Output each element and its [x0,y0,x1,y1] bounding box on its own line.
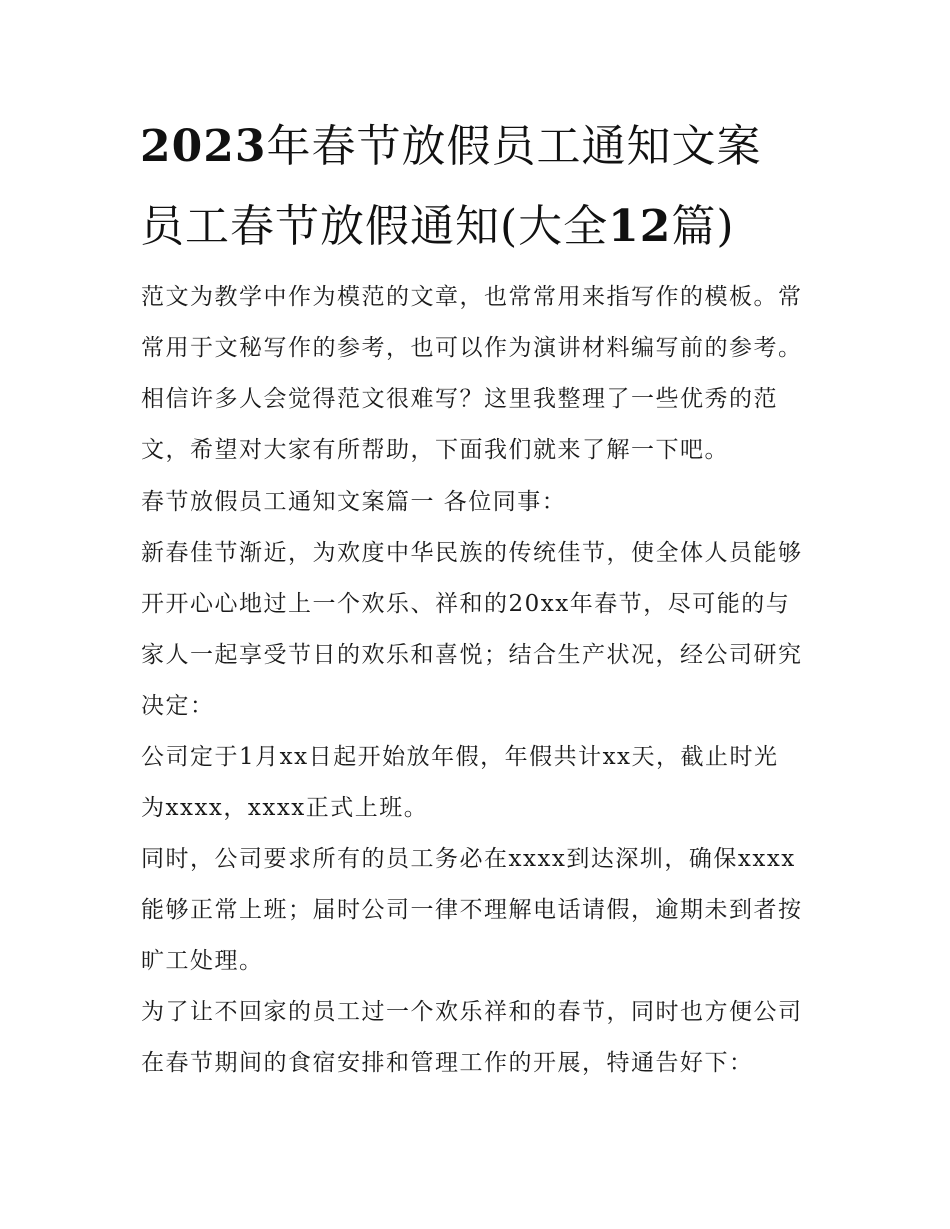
paragraph-line: 同时，公司要求所有的员工务必在xxxx到达深圳，确保xxxx [141,846,796,872]
paragraph-return-requirement [141,834,821,987]
paragraph-line: 新春佳节渐近，为欢度中华民族的传统佳节，使全体人员能够 [141,540,803,566]
paragraph-line: 在春节期间的食宿安排和管理工作的开展，特通告好下： [141,1050,754,1076]
document-title-line-2 [140,199,820,255]
paragraph-holiday-dates [141,732,821,834]
paragraph-line: 范文为教学中作为模范的文章，也常常用来指写作的模板。常 [141,284,803,310]
paragraph-line: 能够正常上班；届时公司一律不理解电话请假，逾期未到者按 [141,897,803,923]
paragraph-section-heading [141,477,821,528]
title-year: 2023 [140,121,267,172]
paragraph-line: 开开心心地过上一个欢乐、祥和的20xx年春节，尽可能的与 [141,591,791,617]
paragraph-line: 旷工处理。 [141,948,264,974]
title-text-2b: 篇) [671,201,735,252]
paragraph-line: 决定： [141,693,215,719]
paragraph-line: 文，希望对大家有所帮助，下面我们就来了解一下吧。 [141,437,729,463]
title-text-2a: 员工春节放假通知(大全 [140,201,609,252]
paragraph-line: 为了让不回家的员工过一个欢乐祥和的春节，同时也方便公司 [141,999,803,1025]
paragraph-line: 常用于文秘写作的参考，也可以作为演讲材料编写前的参考。 [141,335,803,361]
paragraph-intro [141,272,821,476]
paragraph-line: 公司定于1月xx日起开始放年假，年假共计xx天，截止时光 [141,744,779,770]
paragraph-holiday-intro [141,528,821,732]
title-text-1: 年春节放假员工通知文案 [266,121,762,172]
paragraph-line: 相信许多人会觉得范文很难写？这里我整理了一些优秀的范 [141,386,778,412]
paragraph-line: 家人一起享受节日的欢乐和喜悦；结合生产状况，经公司研究 [141,642,803,668]
paragraph-arrangements [141,987,821,1089]
title-count: 12 [608,201,672,252]
document-title-line-1 [140,119,820,175]
paragraph-line: 春节放假员工通知文案篇一 各位同事： [141,489,567,515]
paragraph-line: 为xxxx，xxxx正式上班。 [141,795,429,821]
